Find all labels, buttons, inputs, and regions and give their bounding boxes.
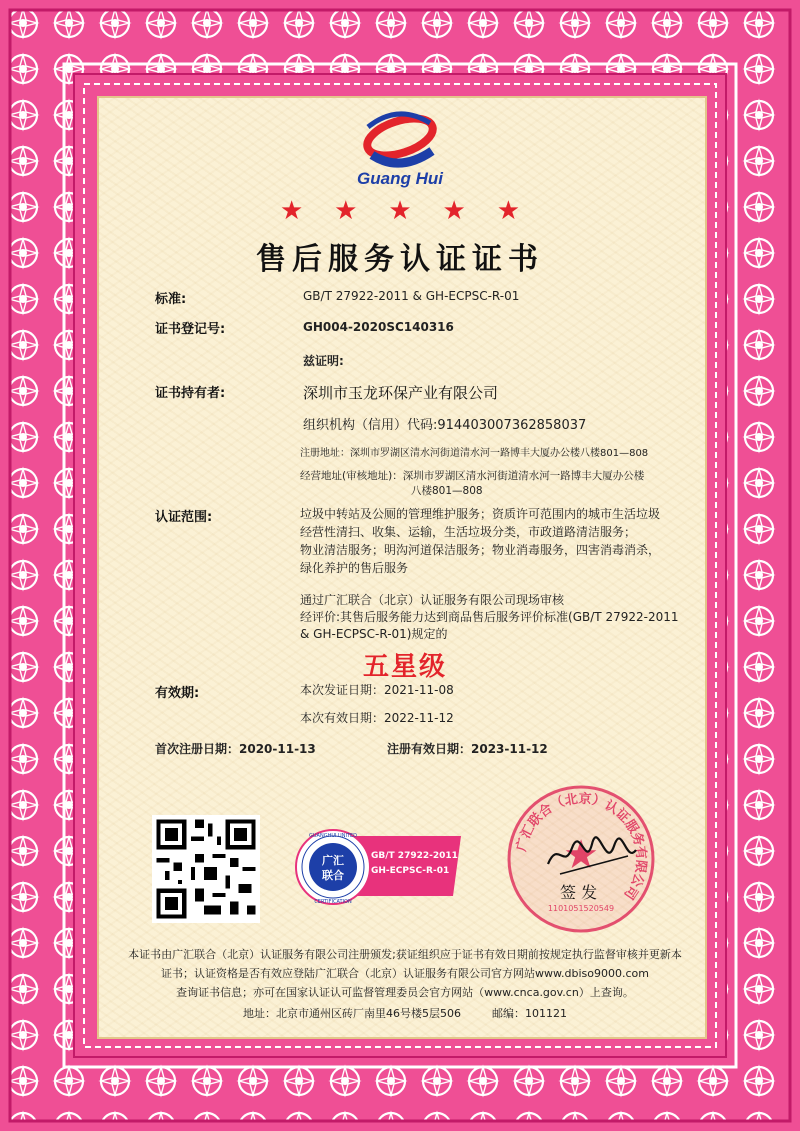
registered-address: 注册地址：深圳市罗湖区清水河街道清水河一路博丰大厦办公楼八楼801—808 xyxy=(300,448,649,459)
brand-name: Guang Hui xyxy=(357,169,443,188)
address-text: 地址：北京市通州区砖厂南里46号楼5层506 xyxy=(243,1007,461,1020)
first-registration-date: 首次注册日期：2020-11-13 xyxy=(155,742,316,756)
star-icon: ★ xyxy=(334,196,358,226)
postcode-text: 邮编：101121 xyxy=(492,1007,567,1020)
standard-label: 标准: xyxy=(155,292,187,307)
badge-logo-line2: 联合 xyxy=(322,869,344,882)
sign-label: 签 发 xyxy=(560,883,598,902)
holder-label: 证书持有者: xyxy=(155,386,226,401)
service-level: 五星级 xyxy=(362,652,447,682)
rating-stars xyxy=(280,198,520,224)
eval-line: 通过广汇联合（北京）认证服务有限公司现场审核 xyxy=(300,593,565,607)
qr-code xyxy=(152,815,260,923)
cert-no-value: GH004-2020SC140316 xyxy=(303,320,454,334)
badge-standard-2: GH-ECPSC-R-01 xyxy=(371,866,450,876)
scope-line: 绿化养护的售后服务 xyxy=(300,561,409,575)
evaluation-text xyxy=(300,592,692,643)
footer-line: 本证书由广汇联合（北京）认证服务有限公司注册颁发;获证组织应于证书有效日期前按规定执行监督审核并更新本 xyxy=(128,948,682,961)
issue-date: 本次发证日期：2021-11-08 xyxy=(300,683,454,697)
star-icon: ★ xyxy=(388,196,412,226)
cert-no-label: 证书登记号: xyxy=(155,322,226,337)
badge-logo-line1: 广汇 xyxy=(322,854,344,867)
badge-ring-top: GUANGHUI UNITED xyxy=(309,833,357,839)
scope-line: 经营性清扫、收集、运输，生活垃圾分类，市政道路清洁服务； xyxy=(300,525,637,539)
eval-line: & GH-ECPSC-R-01)规定的 xyxy=(300,627,448,641)
footer-notice xyxy=(125,945,685,1002)
footer-line: 查询证书信息；亦可在国家认证认可监督管理委员会官方网站（www.cnca.gov.cn）上查询。 xyxy=(176,986,634,999)
certificate-title: 售后服务认证证书 xyxy=(256,242,544,277)
seal-ring-text: 广汇联合（北京）认证服务有限公司 xyxy=(514,791,649,902)
hereby-text: 兹证明: xyxy=(303,354,344,368)
footer-line: 证书；认证资格是否有效应登陆广汇联合（北京）认证服务有限公司官方网站www.dbiso9000.com xyxy=(161,967,649,980)
validity-label: 有效期: xyxy=(155,686,200,701)
operating-address: 经营地址(审核地址)：深圳市罗湖区清水河街道清水河一路博丰大厦办公楼 xyxy=(300,470,645,482)
certification-badge xyxy=(293,828,468,906)
expiry-date: 本次有效日期：2022-11-12 xyxy=(300,711,454,725)
star-icon: ★ xyxy=(496,196,520,226)
operating-address-cont: 八楼801—808 xyxy=(411,485,483,497)
scope-line: 垃圾中转站及公厕的管理维护服务；资质许可范围内的城市生活垃圾 xyxy=(300,507,661,521)
footer-address xyxy=(125,1005,685,1021)
seal-star-icon: ★ xyxy=(563,832,599,878)
badge-standard-1: GB/T 27922-2011 xyxy=(371,851,458,861)
scope-text xyxy=(300,505,692,577)
org-code: 组织机构（信用）代码:914403007362858037 xyxy=(303,418,587,433)
eval-line: 经评价:其售后服务能力达到商品售后服务评价标准(GB/T 27922-2011 xyxy=(300,610,679,624)
star-icon: ★ xyxy=(442,196,466,226)
holder-value: 深圳市玉龙环保产业有限公司 xyxy=(303,384,499,402)
badge-ring-bottom: CERTIFICATION xyxy=(314,899,352,905)
star-icon: ★ xyxy=(280,196,304,226)
registration-valid-date: 注册有效日期：2023-11-12 xyxy=(387,742,548,756)
standard-value: GB/T 27922-2011 & GH-ECPSC-R-01 xyxy=(303,289,520,303)
seal-number: 1101051520549 xyxy=(547,904,615,913)
scope-line: 物业清洁服务；明沟河道保洁服务；物业消毒服务，四害消毒消杀， xyxy=(300,543,661,557)
scope-label: 认证范围: xyxy=(155,510,213,525)
signature xyxy=(540,830,640,882)
guang-hui-logo xyxy=(358,107,442,169)
